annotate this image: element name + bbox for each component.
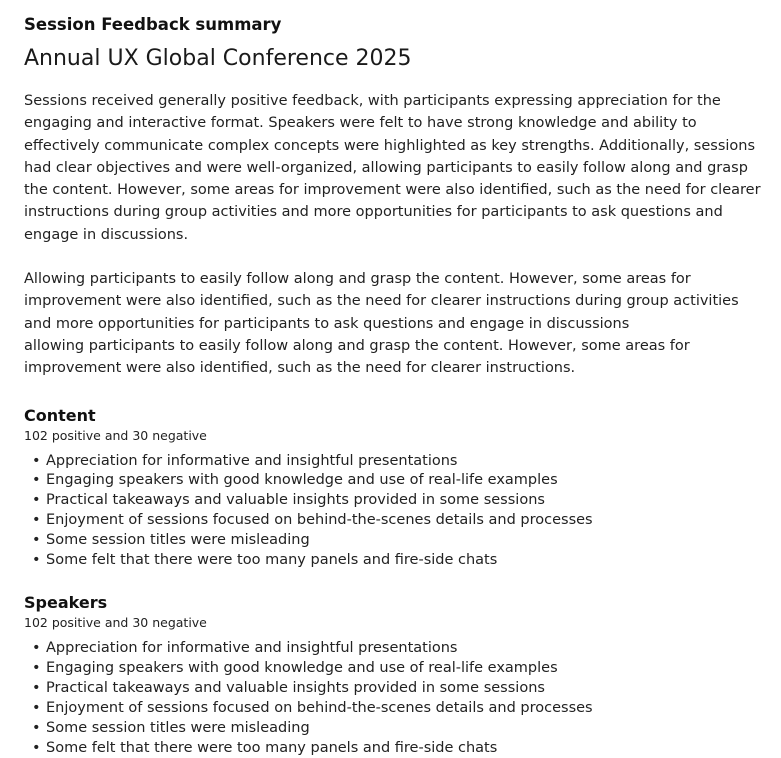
summary-label: Session Feedback summary: [24, 15, 282, 34]
list-item-text: Appreciation for informative and insightful presentations: [46, 640, 458, 656]
list-item-text: Enjoyment of sessions focused on behind-the-scenes details and processes: [46, 699, 593, 716]
bullet-icon: •: [32, 552, 41, 569]
bullet-icon: •: [32, 640, 41, 656]
summary-paragraph-1: Sessions received generally positive feedback, with participants expressing appreciation for the engaging and interactive format. Speakers were felt to have strong knowledge and ability to effectively communicate complex concepts were highlighted as key strengths. Additionally, sessions had clear objectives and were well-organized, allowing participants to easily follow along and grasp the content. However, some areas for improvement were also identified, such as the need for clearer instructions during group activities and more opportunities for participants to ask questions and engage in discussions.: [24, 93, 761, 243]
list-item: [32, 491, 781, 511]
list-item-text: Some felt that there were too many panels and fire-side chats: [46, 552, 498, 569]
bullet-icon: •: [32, 452, 41, 469]
list-item: [32, 679, 781, 699]
section-count: 102 positive and 30 negative: [24, 427, 207, 443]
list-item: [32, 639, 781, 659]
list-item-text: Appreciation for informative and insightful presentations: [46, 452, 458, 469]
conference-title: Annual UX Global Conference 2025: [24, 46, 412, 71]
section-title: Content: [24, 405, 96, 425]
list-item: [32, 739, 781, 758]
section-title: Speakers: [24, 593, 108, 612]
summary-paragraph-2-line-2: allowing participants to easily follow along and grasp the content. However, some areas for improvement were also identified, such as the need for clearer instructions.: [24, 337, 690, 377]
list-item: [32, 659, 781, 679]
list-item-text: Practical takeaways and valuable insights provided in some sessions: [46, 492, 545, 509]
list-item-text: Engaging speakers with good knowledge and use of real-life examples: [46, 472, 558, 489]
list-item: [32, 719, 781, 739]
content-section: [24, 406, 781, 571]
speakers-section: [24, 593, 781, 758]
section-count: 102 positive and 30 negative: [24, 615, 207, 630]
list-item: [32, 531, 781, 551]
list-item-text: Some session titles were misleading: [46, 719, 310, 736]
list-item-text: Practical takeaways and valuable insights provided in some sessions: [46, 679, 545, 696]
summary-paragraph-2-line-1: Allowing participants to easily follow along and grasp the content. However, some areas for improvement were also identified, such as the need for clearer instructions during group activities and more opportunities for participants to ask questions and engage in discussions: [24, 271, 739, 332]
bullet-icon: •: [32, 492, 41, 509]
bullet-list: [24, 452, 781, 571]
bullet-icon: •: [32, 659, 41, 676]
list-item: [32, 551, 781, 571]
list-item-text: Some session titles were misleading: [46, 532, 310, 549]
bullet-icon: •: [32, 532, 41, 549]
list-item-text: Enjoyment of sessions focused on behind-the-scenes details and processes: [46, 512, 593, 529]
summary-paragraph-2: [24, 268, 769, 379]
bullet-list: [24, 639, 781, 758]
bullet-icon: •: [32, 699, 41, 716]
list-item-text: Engaging speakers with good knowledge and use of real-life examples: [46, 659, 558, 676]
list-item: [32, 699, 781, 719]
list-item: [32, 511, 781, 531]
bullet-icon: •: [32, 472, 41, 489]
list-item-text: Some felt that there were too many panels and fire-side chats: [46, 739, 498, 756]
bullet-icon: •: [32, 512, 41, 529]
list-item: [32, 452, 781, 472]
list-item: [32, 471, 781, 491]
bullet-icon: •: [32, 739, 41, 756]
bullet-icon: •: [32, 719, 41, 736]
bullet-icon: •: [32, 679, 41, 696]
